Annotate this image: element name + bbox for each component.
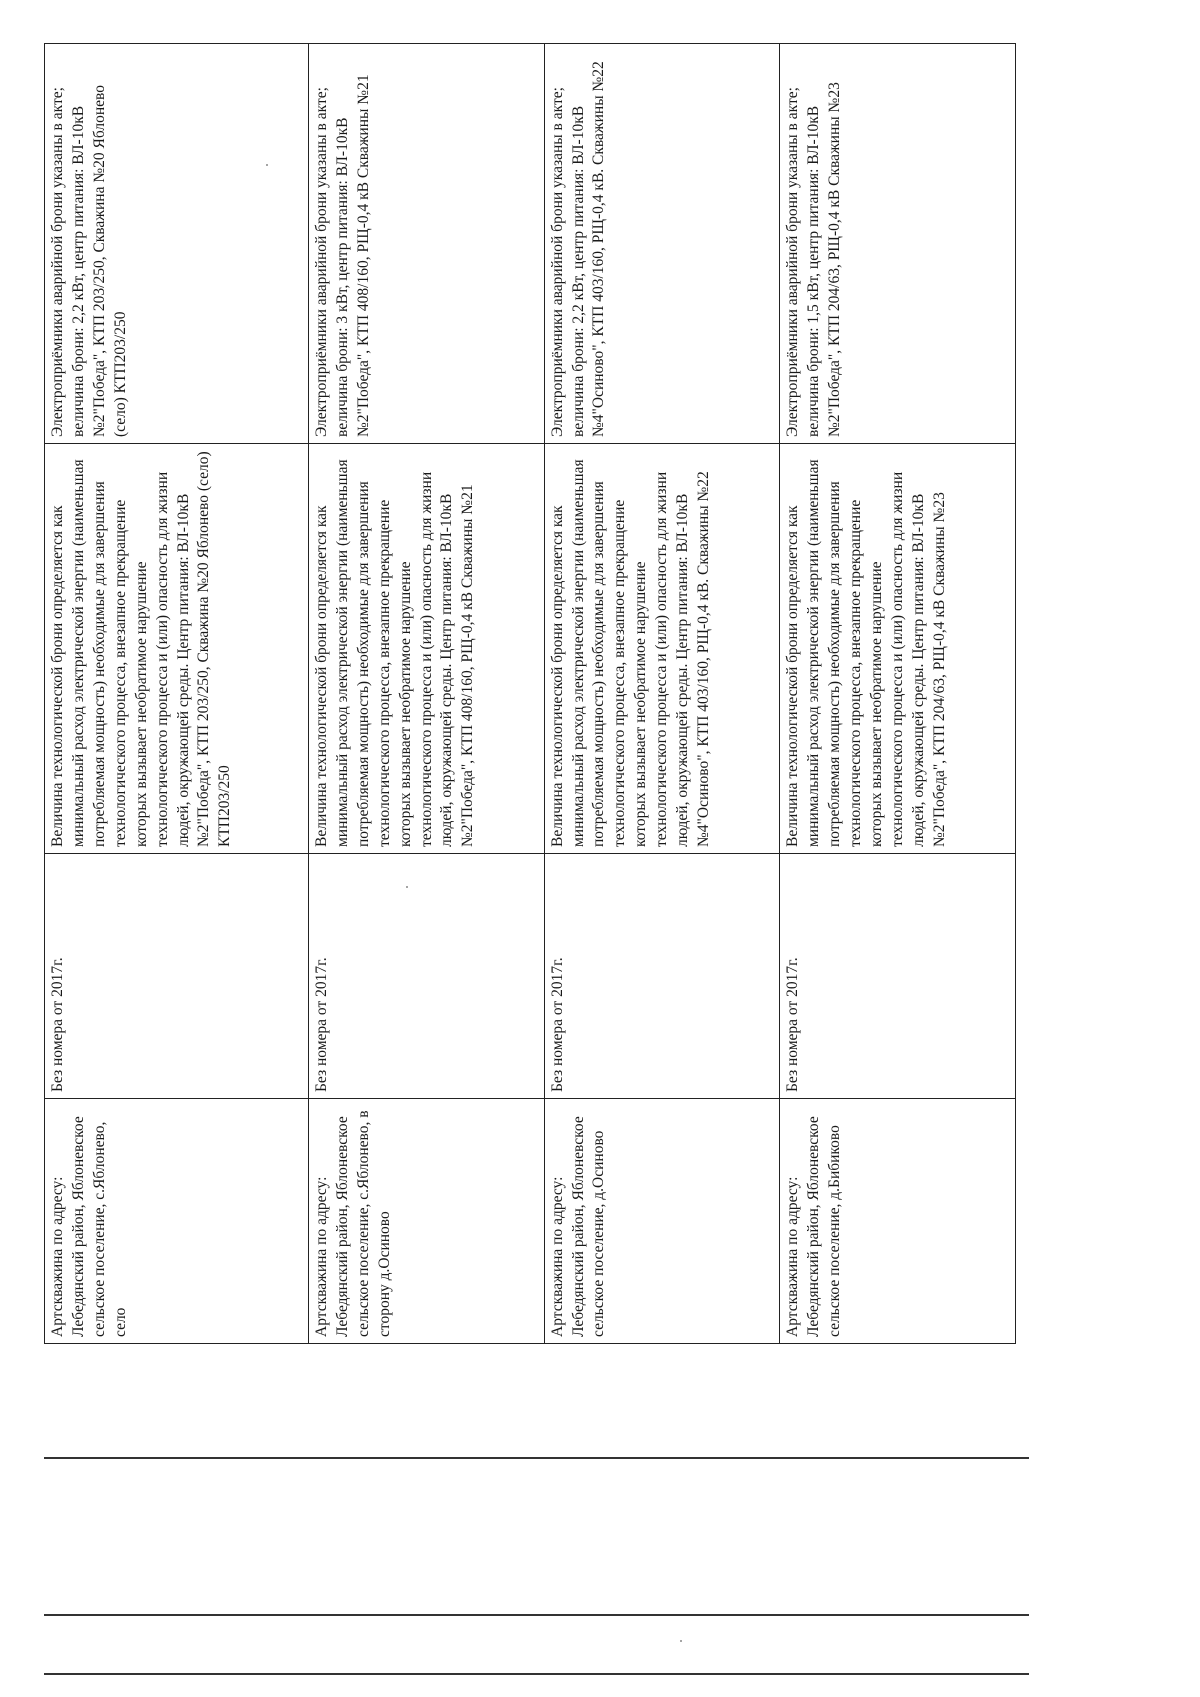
table-row bbox=[544, 44, 780, 1344]
tech-reserve-cell: Величина технологической брони определяется как минимальный расход электрической энергии (наименьшая потребляемая мощность) необходимые для завершения технологического процесса, внезапное прекращение которых вызывает необратимое нарушение технологического процесса и (или) опасность для жизни людей, окружающей среды. Центр питания: ВЛ-10кВ №2"Победа", КТП 408/160, РЩ-0,4 кВ Скважины №21 bbox=[308, 444, 544, 854]
act-cell: Без номера от 2017г. bbox=[308, 854, 544, 1099]
horizontal-rule bbox=[44, 1614, 1029, 1616]
address-cell: Артскважина по адресу: Лебедянский район, Яблоневское сельское поселение, д.Осиново bbox=[544, 1099, 780, 1344]
tech-reserve-cell: Величина технологической брони определяется как минимальный расход электрической энергии (наименьшая потребляемая мощность) необходимые для завершения технологического процесса, внезапное прекращение которых вызывает необратимое нарушение технологического процесса и (или) опасность для жизни людей, окружающей среды. Центр питания: ВЛ-10кВ №2"Победа", КТП 203/250, Скважина №20 Яблонево (село) КТП203/250 bbox=[45, 444, 309, 854]
scan-speck bbox=[406, 886, 408, 888]
table-row bbox=[308, 44, 544, 1344]
scan-speck bbox=[266, 164, 268, 166]
reserve-table bbox=[44, 43, 1016, 1344]
act-cell: Без номера от 2017г. bbox=[45, 854, 309, 1099]
act-cell: Без номера от 2017г. bbox=[544, 854, 780, 1099]
act-cell: Без номера от 2017г. bbox=[780, 854, 1016, 1099]
address-cell: Артскважина по адресу: Лебедянский район, Яблоневское сельское поселение, с.Яблонево, в сторону д.Осиново bbox=[308, 1099, 544, 1344]
horizontal-rule bbox=[44, 1673, 1029, 1675]
emergency-reserve-cell: Электроприёмники аварийной брони указаны в акте; величина брони: 2,2 кВт, центр питания: ВЛ-10кВ №4"Осиново", КТП 403/160, РЩ-0,4 кВ. Скважины №22 bbox=[544, 44, 780, 444]
address-cell: Артскважина по адресу: Лебедянский район, Яблоневское сельское поселение, с.Яблонево, село bbox=[45, 1099, 309, 1344]
tech-reserve-cell: Величина технологической брони определяется как минимальный расход электрической энергии (наименьшая потребляемая мощность) необходимые для завершения технологического процесса, внезапное прекращение которых вызывает необратимое нарушение технологического процесса и (или) опасность для жизни людей, окружающей среды. Центр питания: ВЛ-10кВ №2"Победа", КТП 204/63, РЩ-0,4 кВ Скважины №23 bbox=[780, 444, 1016, 854]
scan-speck bbox=[680, 1640, 682, 1642]
horizontal-rule bbox=[44, 1457, 1029, 1459]
emergency-reserve-cell: Электроприёмники аварийной брони указаны в акте; величина брони: 2,2 кВт, центр питания: ВЛ-10кВ №2"Победа", КТП 203/250, Скважина №20 Яблонево (село) КТП203/250 bbox=[45, 44, 309, 444]
table-row bbox=[780, 44, 1016, 1344]
tech-reserve-cell: Величина технологической брони определяется как минимальный расход электрической энергии (наименьшая потребляемая мощность) необходимые для завершения технологического процесса, внезапное прекращение которых вызывает необратимое нарушение технологического процесса и (или) опасность для жизни людей, окружающей среды. Центр питания: ВЛ-10кВ №4"Осиново", КТП 403/160, РЩ-0,4 кВ. Скважины №22 bbox=[544, 444, 780, 854]
emergency-reserve-cell: Электроприёмники аварийной брони указаны в акте; величина брони: 3 кВт, центр питания: ВЛ-10кВ №2"Победа", КТП 408/160, РЩ-0,4 кВ Скважины №21 bbox=[308, 44, 544, 444]
table-row bbox=[45, 44, 309, 1344]
rotated-table-container bbox=[44, 44, 1016, 1344]
address-cell: Артскважина по адресу: Лебедянский район, Яблоневское сельское поселение, д.Бибиково bbox=[780, 1099, 1016, 1344]
emergency-reserve-cell: Электроприёмники аварийной брони указаны в акте; величина брони: 1,5 кВт, центр питания: ВЛ-10кВ №2"Победа", КТП 204/63, РЩ-0,4 кВ Скважины №23 bbox=[780, 44, 1016, 444]
